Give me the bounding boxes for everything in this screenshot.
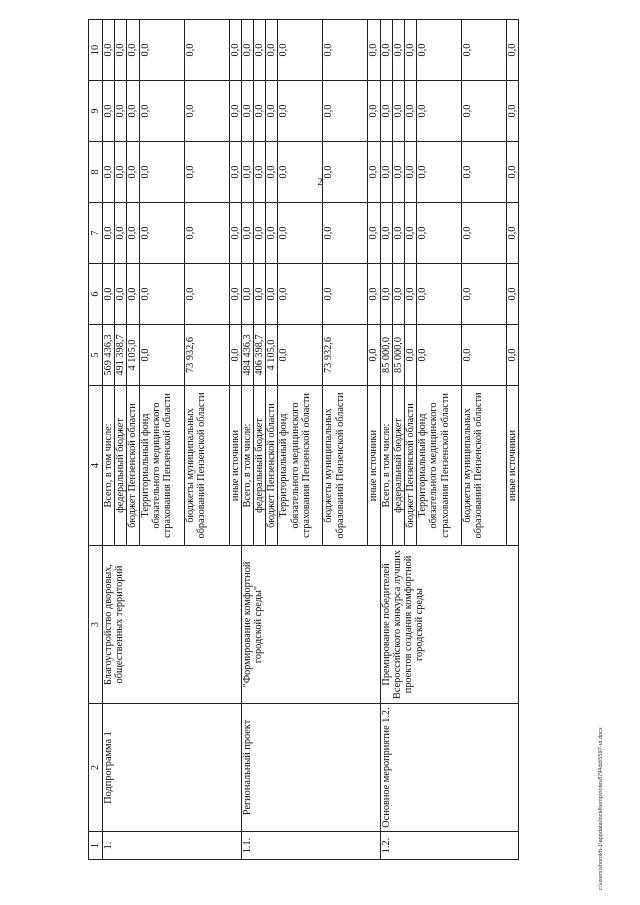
table-row xyxy=(380,20,392,860)
value-cell: 85 000,0 xyxy=(392,325,404,386)
header-cell: 3 xyxy=(89,546,103,704)
funding-source-cell: Всего, в том числе: xyxy=(103,386,115,546)
value-cell: 0,0 xyxy=(127,20,139,81)
value-cell: 0,0 xyxy=(405,325,417,386)
value-cell: 0,0 xyxy=(266,264,278,325)
funding-source-cell: Территориальный фонд обязательного медицинского страхования Пензенской области xyxy=(278,386,323,546)
value-cell: 0,0 xyxy=(278,325,323,386)
row-number-cell: 1.2. xyxy=(380,832,519,860)
header-cell: 6 xyxy=(89,264,103,325)
value-cell: 0,0 xyxy=(392,20,404,81)
row-number-cell: 1. xyxy=(103,832,242,860)
value-cell: 0,0 xyxy=(380,81,392,142)
value-cell: 0,0 xyxy=(139,264,184,325)
footer-file-path: c:\users\shorokh-1\appdata\local\temp\notes8794dd\5597-ur.docx xyxy=(598,727,604,890)
value-cell: 0,0 xyxy=(127,264,139,325)
value-cell: 0,0 xyxy=(229,81,241,142)
table-row xyxy=(103,20,115,860)
value-cell: 0,0 xyxy=(139,81,184,142)
value-cell: 0,0 xyxy=(139,142,184,203)
value-cell: 0,0 xyxy=(507,203,519,264)
value-cell: 569 436,3 xyxy=(103,325,115,386)
table-body xyxy=(103,20,519,860)
value-cell: 0,0 xyxy=(368,203,380,264)
funding-source-cell: иные источники xyxy=(229,386,241,546)
value-cell: 0,0 xyxy=(103,203,115,264)
value-cell: 0,0 xyxy=(405,264,417,325)
page-number: 2 xyxy=(317,177,323,188)
value-cell: 0,0 xyxy=(229,264,241,325)
row-title-cell: Благоустройство дворовых, общественных территорий xyxy=(103,546,242,704)
value-cell: 484 436,3 xyxy=(241,325,253,386)
value-cell: 0,0 xyxy=(278,81,323,142)
value-cell: 73 932,6 xyxy=(184,325,229,386)
value-cell: 0,0 xyxy=(368,325,380,386)
value-cell: 0,0 xyxy=(266,81,278,142)
header-cell: 9 xyxy=(89,81,103,142)
value-cell: 0,0 xyxy=(462,142,507,203)
value-cell: 491 398,7 xyxy=(115,325,127,386)
funding-table xyxy=(88,19,519,860)
funding-source-cell: бюджеты муниципальных образований Пензенской области xyxy=(462,386,507,546)
value-cell: 0,0 xyxy=(417,203,462,264)
value-cell: 0,0 xyxy=(462,20,507,81)
row-number-cell: 1.1. xyxy=(241,832,380,860)
value-cell: 0,0 xyxy=(417,142,462,203)
value-cell: 0,0 xyxy=(184,142,229,203)
value-cell: 0,0 xyxy=(254,203,266,264)
funding-source-cell: бюджет Пензенской области xyxy=(266,386,278,546)
value-cell: 0,0 xyxy=(254,142,266,203)
value-cell: 0,0 xyxy=(127,203,139,264)
value-cell: 0,0 xyxy=(392,142,404,203)
value-cell: 0,0 xyxy=(139,203,184,264)
value-cell: 0,0 xyxy=(266,142,278,203)
funding-source-cell: бюджет Пензенской области xyxy=(405,386,417,546)
value-cell: 406 398,7 xyxy=(254,325,266,386)
value-cell: 0,0 xyxy=(462,81,507,142)
value-cell: 0,0 xyxy=(115,20,127,81)
value-cell: 0,0 xyxy=(417,325,462,386)
value-cell: 0,0 xyxy=(507,325,519,386)
value-cell: 0,0 xyxy=(405,203,417,264)
value-cell: 0,0 xyxy=(380,264,392,325)
value-cell: 0,0 xyxy=(103,142,115,203)
value-cell: 73 932,6 xyxy=(323,325,368,386)
value-cell: 0,0 xyxy=(278,203,323,264)
value-cell: 0,0 xyxy=(323,81,368,142)
value-cell: 0,0 xyxy=(103,81,115,142)
value-cell: 0,0 xyxy=(103,20,115,81)
value-cell: 0,0 xyxy=(507,20,519,81)
value-cell: 0,0 xyxy=(254,81,266,142)
funding-source-cell: Всего, в том числе: xyxy=(380,386,392,546)
value-cell: 0,0 xyxy=(507,264,519,325)
value-cell: 0,0 xyxy=(115,203,127,264)
value-cell: 0,0 xyxy=(184,81,229,142)
value-cell: 0,0 xyxy=(266,20,278,81)
value-cell: 0,0 xyxy=(115,264,127,325)
value-cell: 0,0 xyxy=(229,203,241,264)
value-cell: 0,0 xyxy=(405,81,417,142)
header-row xyxy=(89,20,103,860)
value-cell: 0,0 xyxy=(507,142,519,203)
row-name-cell: Подпрограмма 1 xyxy=(103,704,242,832)
header-cell: 2 xyxy=(89,704,103,832)
value-cell: 0,0 xyxy=(380,203,392,264)
header-cell: 7 xyxy=(89,203,103,264)
value-cell: 4 105,0 xyxy=(127,325,139,386)
header-cell: 8 xyxy=(89,142,103,203)
value-cell: 0,0 xyxy=(278,264,323,325)
value-cell: 0,0 xyxy=(254,264,266,325)
value-cell: 0,0 xyxy=(462,264,507,325)
value-cell: 0,0 xyxy=(405,142,417,203)
header-cell: 4 xyxy=(89,386,103,546)
value-cell: 85 000,0 xyxy=(380,325,392,386)
value-cell: 0,0 xyxy=(103,264,115,325)
value-cell: 0,0 xyxy=(323,20,368,81)
header-cell: 10 xyxy=(89,20,103,81)
funding-source-cell: федеральный бюджет xyxy=(392,386,404,546)
value-cell: 0,0 xyxy=(392,203,404,264)
value-cell: 0,0 xyxy=(115,81,127,142)
value-cell: 0,0 xyxy=(241,81,253,142)
value-cell: 4 105,0 xyxy=(266,325,278,386)
value-cell: 0,0 xyxy=(127,142,139,203)
header-cell: 1 xyxy=(89,832,103,860)
value-cell: 0,0 xyxy=(392,264,404,325)
rotated-table-container xyxy=(88,20,585,860)
value-cell: 0,0 xyxy=(241,142,253,203)
value-cell: 0,0 xyxy=(229,142,241,203)
value-cell: 0,0 xyxy=(229,325,241,386)
value-cell: 0,0 xyxy=(462,203,507,264)
funding-source-cell: Всего, в том числе: xyxy=(241,386,253,546)
row-title-cell: "Формирование комфортной городской среды" xyxy=(241,546,380,704)
value-cell: 0,0 xyxy=(392,81,404,142)
value-cell: 0,0 xyxy=(323,142,368,203)
value-cell: 0,0 xyxy=(507,81,519,142)
header-cell: 5 xyxy=(89,325,103,386)
value-cell: 0,0 xyxy=(139,20,184,81)
value-cell: 0,0 xyxy=(323,264,368,325)
value-cell: 0,0 xyxy=(323,203,368,264)
value-cell: 0,0 xyxy=(229,20,241,81)
value-cell: 0,0 xyxy=(417,81,462,142)
value-cell: 0,0 xyxy=(184,264,229,325)
value-cell: 0,0 xyxy=(184,203,229,264)
value-cell: 0,0 xyxy=(380,20,392,81)
table-row xyxy=(241,20,253,860)
funding-source-cell: иные источники xyxy=(368,386,380,546)
value-cell: 0,0 xyxy=(368,264,380,325)
funding-source-cell: Территориальный фонд обязательного медицинского страхования Пензенской области xyxy=(139,386,184,546)
value-cell: 0,0 xyxy=(254,20,266,81)
value-cell: 0,0 xyxy=(115,142,127,203)
funding-source-cell: иные источники xyxy=(507,386,519,546)
row-title-cell: Премирование победителей Всероссийского конкурса лучших проектов создания комфортной городской среды xyxy=(380,546,519,704)
value-cell: 0,0 xyxy=(127,81,139,142)
value-cell: 0,0 xyxy=(278,20,323,81)
value-cell: 0,0 xyxy=(368,142,380,203)
value-cell: 0,0 xyxy=(405,20,417,81)
funding-source-cell: федеральный бюджет xyxy=(254,386,266,546)
funding-source-cell: бюджеты муниципальных образований Пензенской области xyxy=(323,386,368,546)
funding-source-cell: бюджеты муниципальных образований Пензенской области xyxy=(184,386,229,546)
value-cell: 0,0 xyxy=(139,325,184,386)
value-cell: 0,0 xyxy=(417,264,462,325)
value-cell: 0,0 xyxy=(241,203,253,264)
value-cell: 0,0 xyxy=(241,264,253,325)
row-name-cell: Региональный проект xyxy=(241,704,380,832)
value-cell: 0,0 xyxy=(266,203,278,264)
value-cell: 0,0 xyxy=(184,20,229,81)
value-cell: 0,0 xyxy=(462,325,507,386)
funding-source-cell: федеральный бюджет xyxy=(115,386,127,546)
row-name-cell: Основное мероприятие 1.2. xyxy=(380,704,519,832)
value-cell: 0,0 xyxy=(380,142,392,203)
funding-source-cell: бюджет Пензенской области xyxy=(127,386,139,546)
value-cell: 0,0 xyxy=(241,20,253,81)
value-cell: 0,0 xyxy=(278,142,323,203)
value-cell: 0,0 xyxy=(417,20,462,81)
value-cell: 0,0 xyxy=(368,20,380,81)
value-cell: 0,0 xyxy=(368,81,380,142)
funding-source-cell: Территориальный фонд обязательного медицинского страхования Пензенской области xyxy=(417,386,462,546)
